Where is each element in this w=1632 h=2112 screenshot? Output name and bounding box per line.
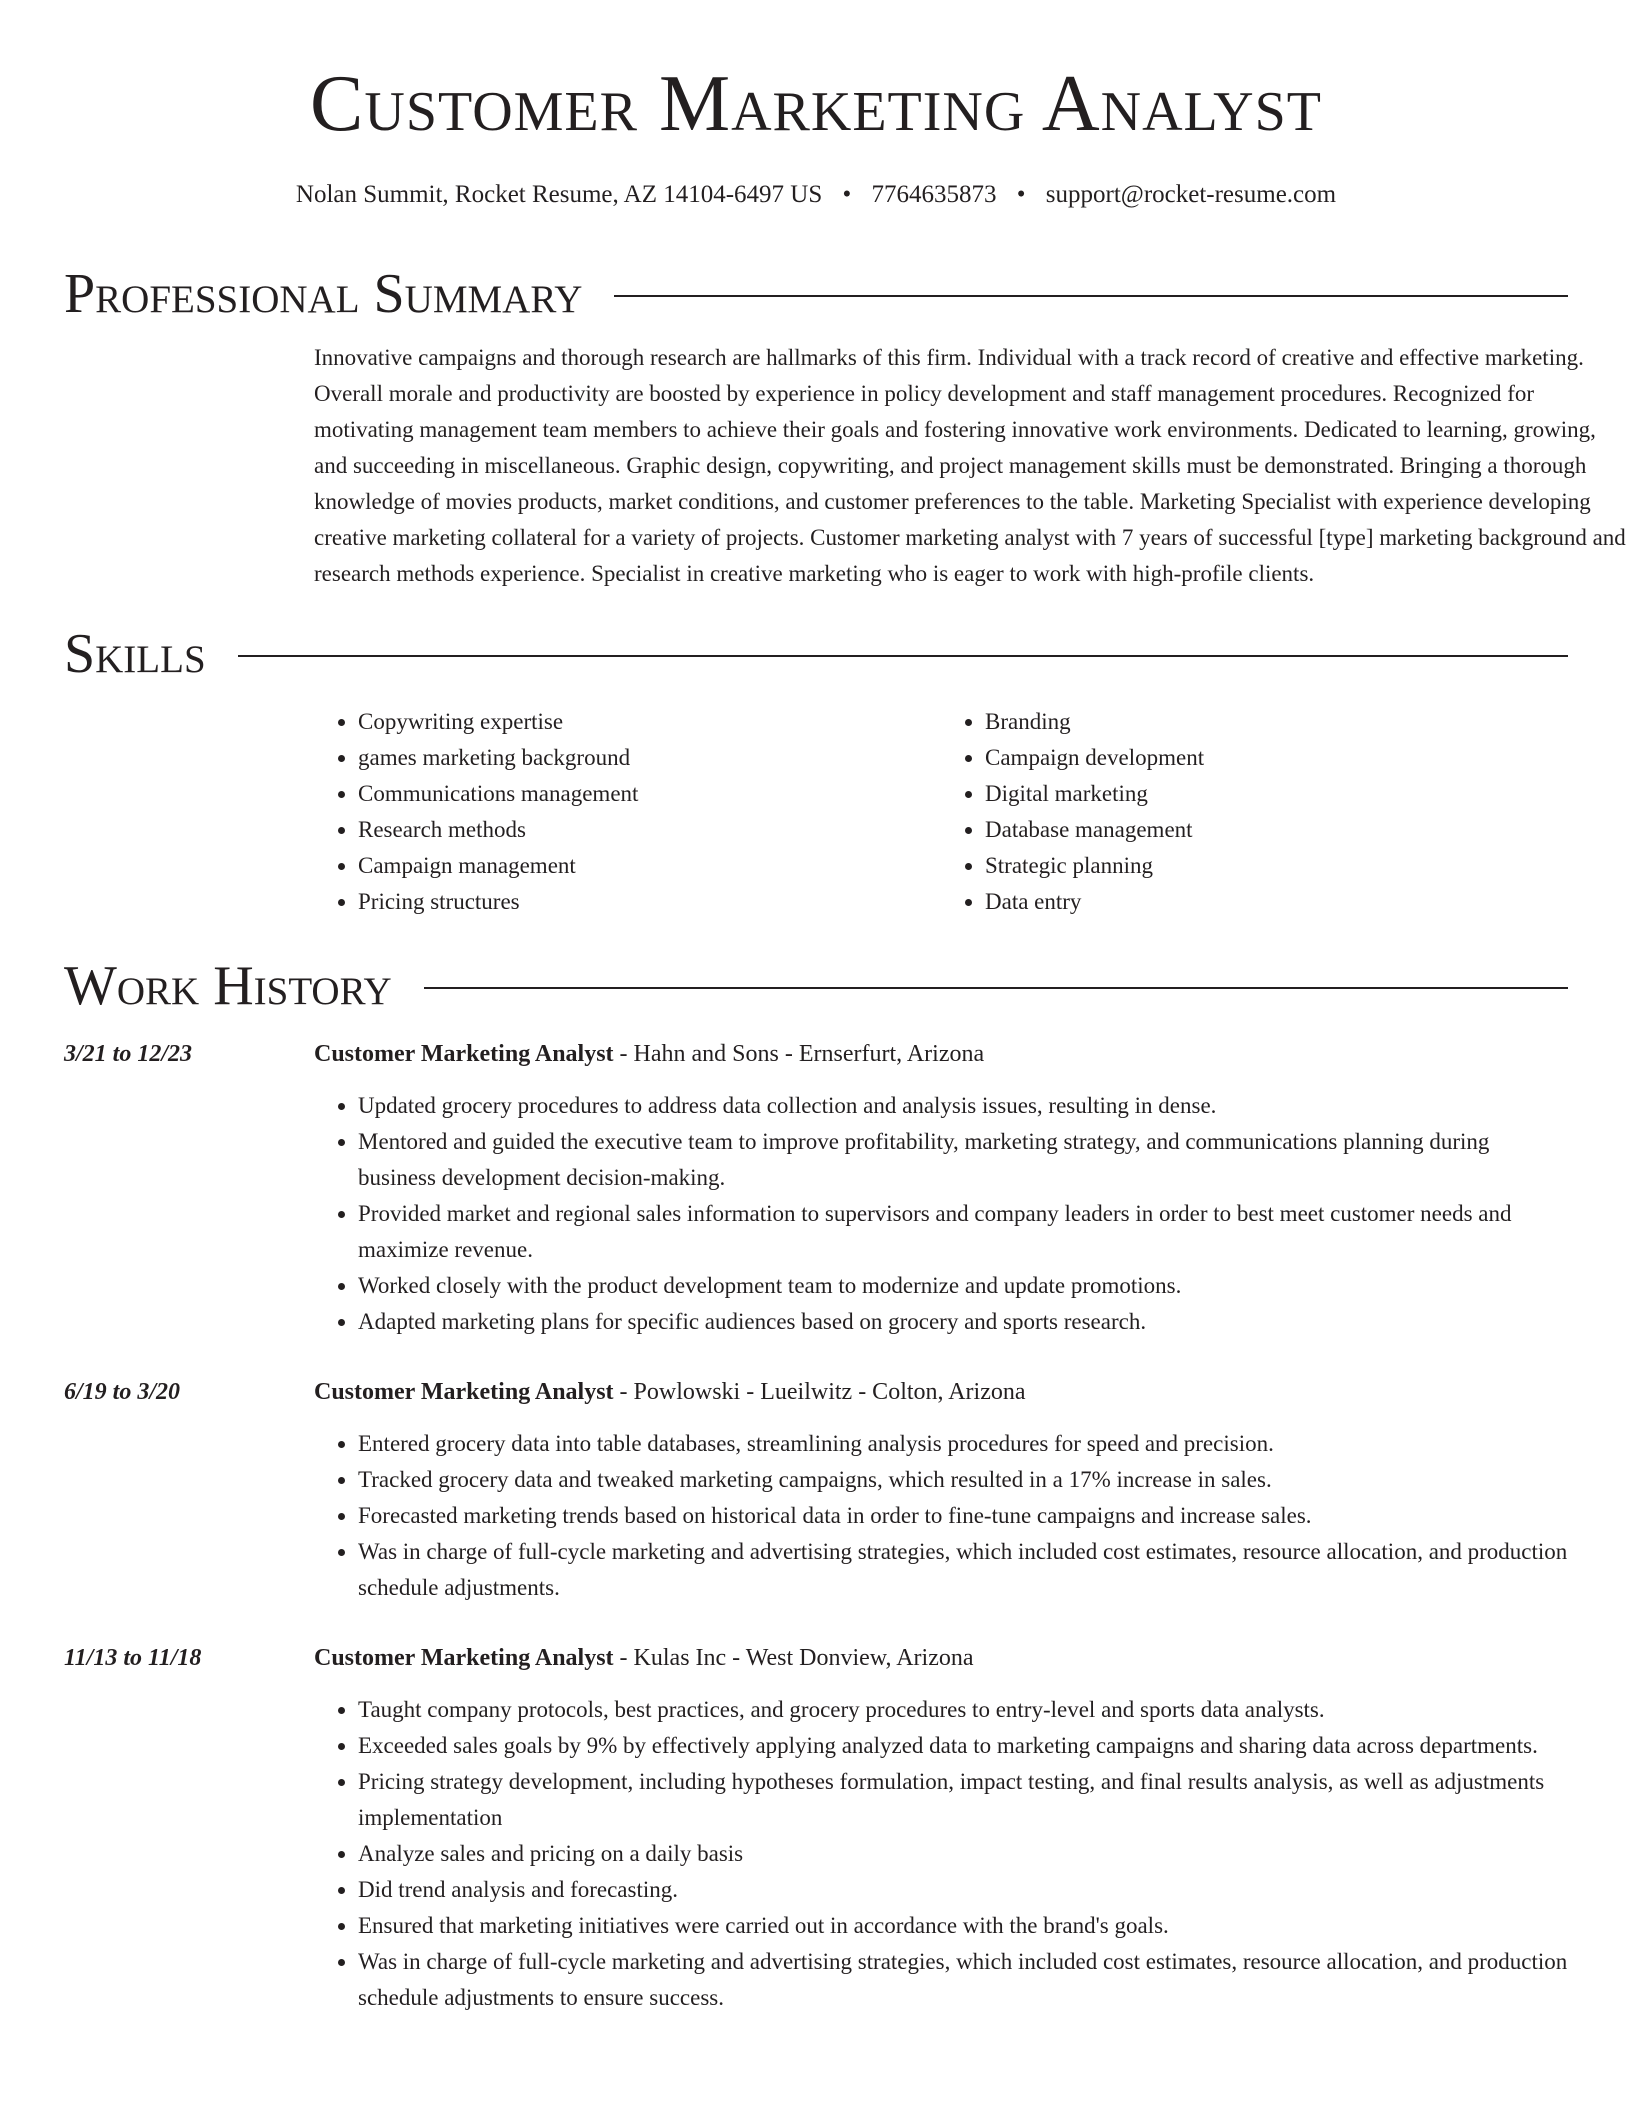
skills-left-column	[314, 704, 941, 920]
work-section-header	[64, 954, 1568, 1018]
job-heading	[314, 1374, 1568, 1410]
section-divider	[238, 655, 1568, 657]
skill-item: • Copywriting expertise	[358, 704, 941, 740]
job-details: - Hahn and Sons - Ernserfurt, Arizona	[613, 1041, 985, 1067]
job-details: - Powlowski - Lueilwitz - Colton, Arizona	[613, 1379, 1026, 1405]
job-title: Customer Marketing Analyst	[314, 1645, 614, 1671]
job-entry	[64, 1036, 1568, 1340]
job-body	[314, 1374, 1568, 1606]
skill-item: • Campaign development	[985, 740, 1568, 776]
job-bullet: • Pricing strategy development, including hypotheses formulation, impact testing, and final results analysis, as well as adjustments implementation	[358, 1764, 1568, 1836]
section-divider	[424, 987, 1568, 989]
contact-separator: •	[842, 181, 852, 208]
skills-grid	[314, 704, 1568, 920]
contact-line	[64, 178, 1568, 212]
job-bullet: • Updated grocery procedures to address data collection and analysis issues, resulting in dense.	[358, 1088, 1568, 1124]
summary-text: Innovative campaigns and thorough research are hallmarks of this firm. Individual with a track record of creative and effective marketing. Overall morale and productivity are boosted by experience in policy development and staff management procedures. Recognized for motivating management team members to achieve their goals and fostering innovative work environments. Dedicated to learning, growing, and succeeding in miscellaneous. Graphic design, copywriting, and project management skills must be demonstrated. Bringing a thorough knowledge of movies products, market conditions, and customer preferences to the table. Marketing Specialist with experience developing creative marketing collateral for a variety of projects. Customer marketing analyst with 7 years of successful [type] marketing background and research methods experience. Specialist in creative marketing who is eager to work with high-profile clients.	[314, 345, 1626, 586]
contact-separator: •	[1016, 181, 1026, 208]
job-bullet: • Provided market and regional sales information to supervisors and company leaders in order to best meet customer needs and maximize revenue.	[358, 1196, 1568, 1268]
job-bullet-list	[314, 1088, 1568, 1340]
job-bullet: • Taught company protocols, best practices, and grocery procedures to entry-level and sports data analysts.	[358, 1692, 1568, 1728]
job-bullet: • Tracked grocery data and tweaked marketing campaigns, which resulted in a 17% increase in sales.	[358, 1462, 1568, 1498]
job-bullet-list	[314, 1426, 1568, 1606]
skill-item: • Research methods	[358, 812, 941, 848]
job-details: - Kulas Inc - West Donview, Arizona	[613, 1645, 974, 1671]
summary-section-header	[64, 262, 1568, 326]
job-bullet-list	[314, 1692, 1568, 2016]
job-bullet: • Analyze sales and pricing on a daily basis	[358, 1836, 1568, 1872]
job-bullet: • Was in charge of full-cycle marketing and advertising strategies, which included cost estimates, resource allocation, and production schedule adjustments.	[358, 1534, 1568, 1606]
contact-email: support@rocket-resume.com	[1045, 181, 1337, 208]
job-entry	[64, 1374, 1568, 1606]
job-heading	[314, 1640, 1568, 1676]
job-dates: 11/13 to 11/18	[64, 1645, 202, 1671]
skill-item: • Communications management	[358, 776, 941, 812]
job-body	[314, 1036, 1568, 1340]
job-bullet: • Entered grocery data into table databases, streamlining analysis procedures for speed and precision.	[358, 1426, 1568, 1462]
job-title: Customer Marketing Analyst	[314, 1379, 614, 1405]
job-title: Customer Marketing Analyst	[314, 1041, 614, 1067]
job-entry	[64, 1640, 1568, 2016]
skill-item: • Digital marketing	[985, 776, 1568, 812]
job-bullet: • Mentored and guided the executive team to improve profitability, marketing strategy, and communications planning during business development decision-making.	[358, 1124, 1568, 1196]
skill-item: • Strategic planning	[985, 848, 1568, 884]
job-dates: 6/19 to 3/20	[64, 1379, 181, 1405]
job-bullet: • Forecasted marketing trends based on historical data in order to fine-tune campaigns and increase sales.	[358, 1498, 1568, 1534]
skills-right-column	[941, 704, 1568, 920]
job-bullet: • Ensured that marketing initiatives were carried out in accordance with the brand's goals.	[358, 1908, 1568, 1944]
job-bullet: • Adapted marketing plans for specific audiences based on grocery and sports research.	[358, 1304, 1568, 1340]
skill-item: • Database management	[985, 812, 1568, 848]
work-heading: Work History	[64, 955, 392, 1017]
skill-item: • Campaign management	[358, 848, 941, 884]
job-bullet: • Worked closely with the product development team to modernize and update promotions.	[358, 1268, 1568, 1304]
skill-item: • Pricing structures	[358, 884, 941, 920]
job-heading	[314, 1036, 1568, 1072]
job-bullet: • Exceeded sales goals by 9% by effectively applying analyzed data to marketing campaigns and sharing data across departments.	[358, 1728, 1568, 1764]
job-dates: 3/21 to 12/23	[64, 1041, 193, 1067]
section-divider	[614, 295, 1568, 297]
job-bullet: • Was in charge of full-cycle marketing and advertising strategies, which included cost estimates, resource allocation, and production schedule adjustments to ensure success.	[358, 1944, 1568, 2016]
job-body	[314, 1640, 1568, 2016]
skill-item: • Data entry	[985, 884, 1568, 920]
contact-address: Nolan Summit, Rocket Resume, AZ 14104-6497 US	[295, 181, 823, 208]
skills-section-header	[64, 622, 1568, 686]
contact-phone: 7764635873	[871, 181, 997, 208]
skill-item: • games marketing background	[358, 740, 941, 776]
job-bullet: • Did trend analysis and forecasting.	[358, 1872, 1568, 1908]
resume-title: Customer Marketing Analyst	[310, 60, 1322, 148]
skill-item: • Branding	[985, 704, 1568, 740]
summary-heading: Professional Summary	[64, 263, 583, 325]
skills-heading: Skills	[64, 623, 206, 685]
